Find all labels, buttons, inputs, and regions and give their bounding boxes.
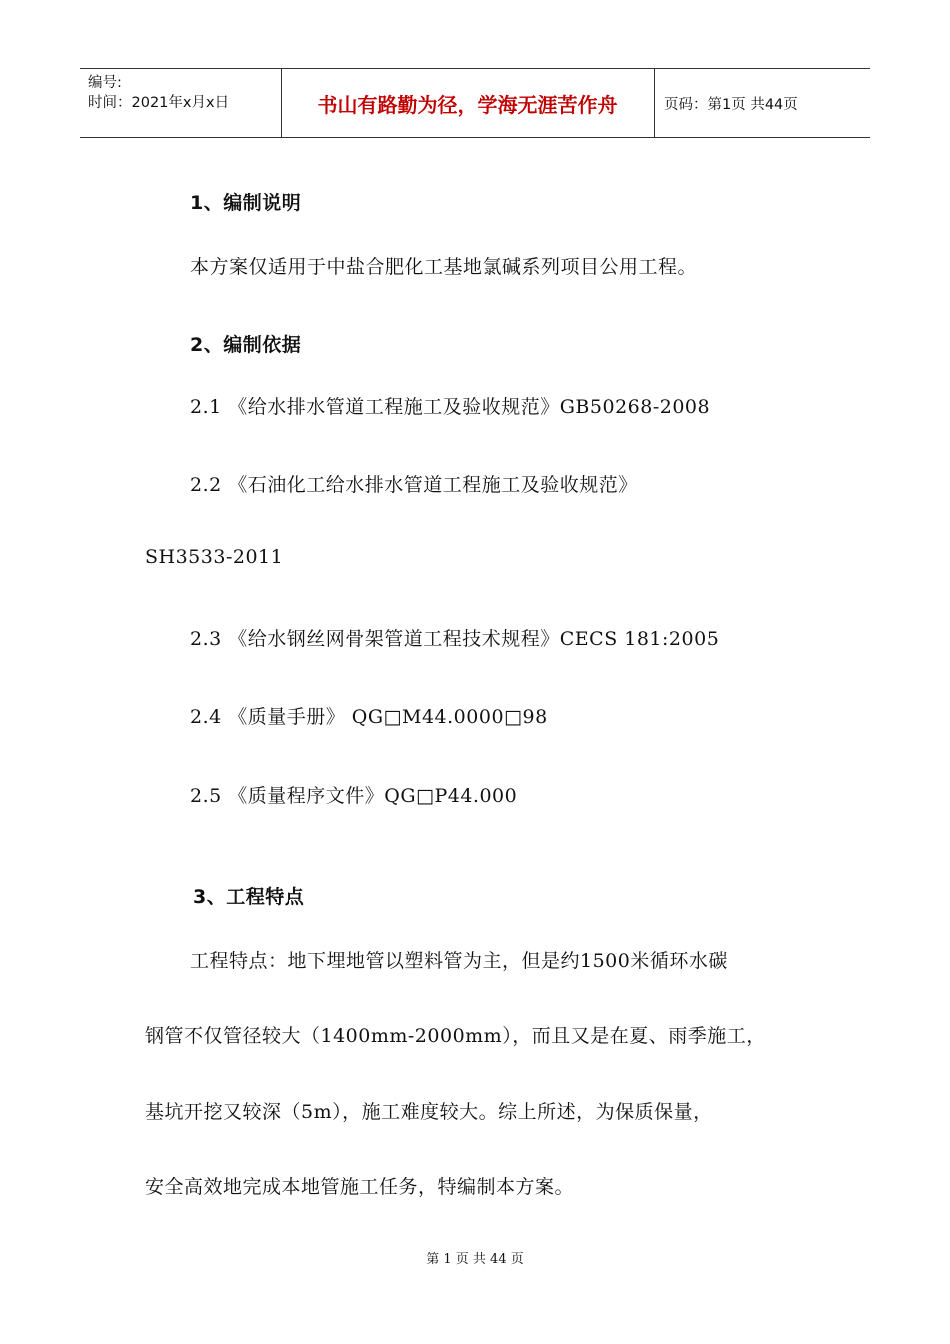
- reference-2-2-code: SH3533-2011: [145, 546, 284, 568]
- header-page-info: 页码：第1页 共44页: [664, 97, 798, 113]
- reference-2-5: 2.5 《质量程序文件》QG□P44.000: [190, 785, 518, 807]
- section-3-line-3: 基坑开挖又较深（5m），施工难度较大。综上所述，为保质保量，: [145, 1101, 713, 1123]
- reference-2-3: 2.3 《给水钢丝网骨架管道工程技术规程》CECS 181:2005: [190, 628, 720, 650]
- number-label: 编号:: [88, 75, 122, 91]
- reference-2-4: 2.4 《质量手册》 QG□M44.0000□98: [190, 706, 548, 728]
- header-left-cell: [88, 73, 229, 113]
- header-table: [80, 68, 870, 138]
- date-line: 时间：2021年x月x日: [88, 95, 230, 111]
- section-1-title: 1、编制说明: [190, 192, 302, 214]
- section-3-title: 3、工程特点: [193, 886, 305, 908]
- section-2-title: 2、编制依据: [190, 334, 302, 356]
- header-motto: 书山有路勤为径，学海无涯苦作舟: [317, 92, 618, 117]
- section-3-line-4: 安全高效地完成本地管施工任务，特编制本方案。: [145, 1176, 575, 1198]
- page-footer: 第 1 页 共 44 页: [426, 1252, 524, 1267]
- section-3-line-1: 工程特点：地下埋地管以塑料管为主，但是约1500米循环水碳: [190, 950, 728, 972]
- header-divider: [654, 69, 655, 137]
- section-3-line-2: 钢管不仅管径较大（1400mm-2000mm），而且又是在夏、雨季施工，: [145, 1025, 766, 1047]
- section-1-text: 本方案仅适用于中盐合肥化工基地氯碱系列项目公用工程。: [190, 256, 698, 278]
- reference-2-2: 2.2 《石油化工给水排水管道工程施工及验收规范》: [190, 474, 638, 496]
- reference-2-1: 2.1 《给水排水管道工程施工及验收规范》GB50268-2008: [190, 396, 711, 418]
